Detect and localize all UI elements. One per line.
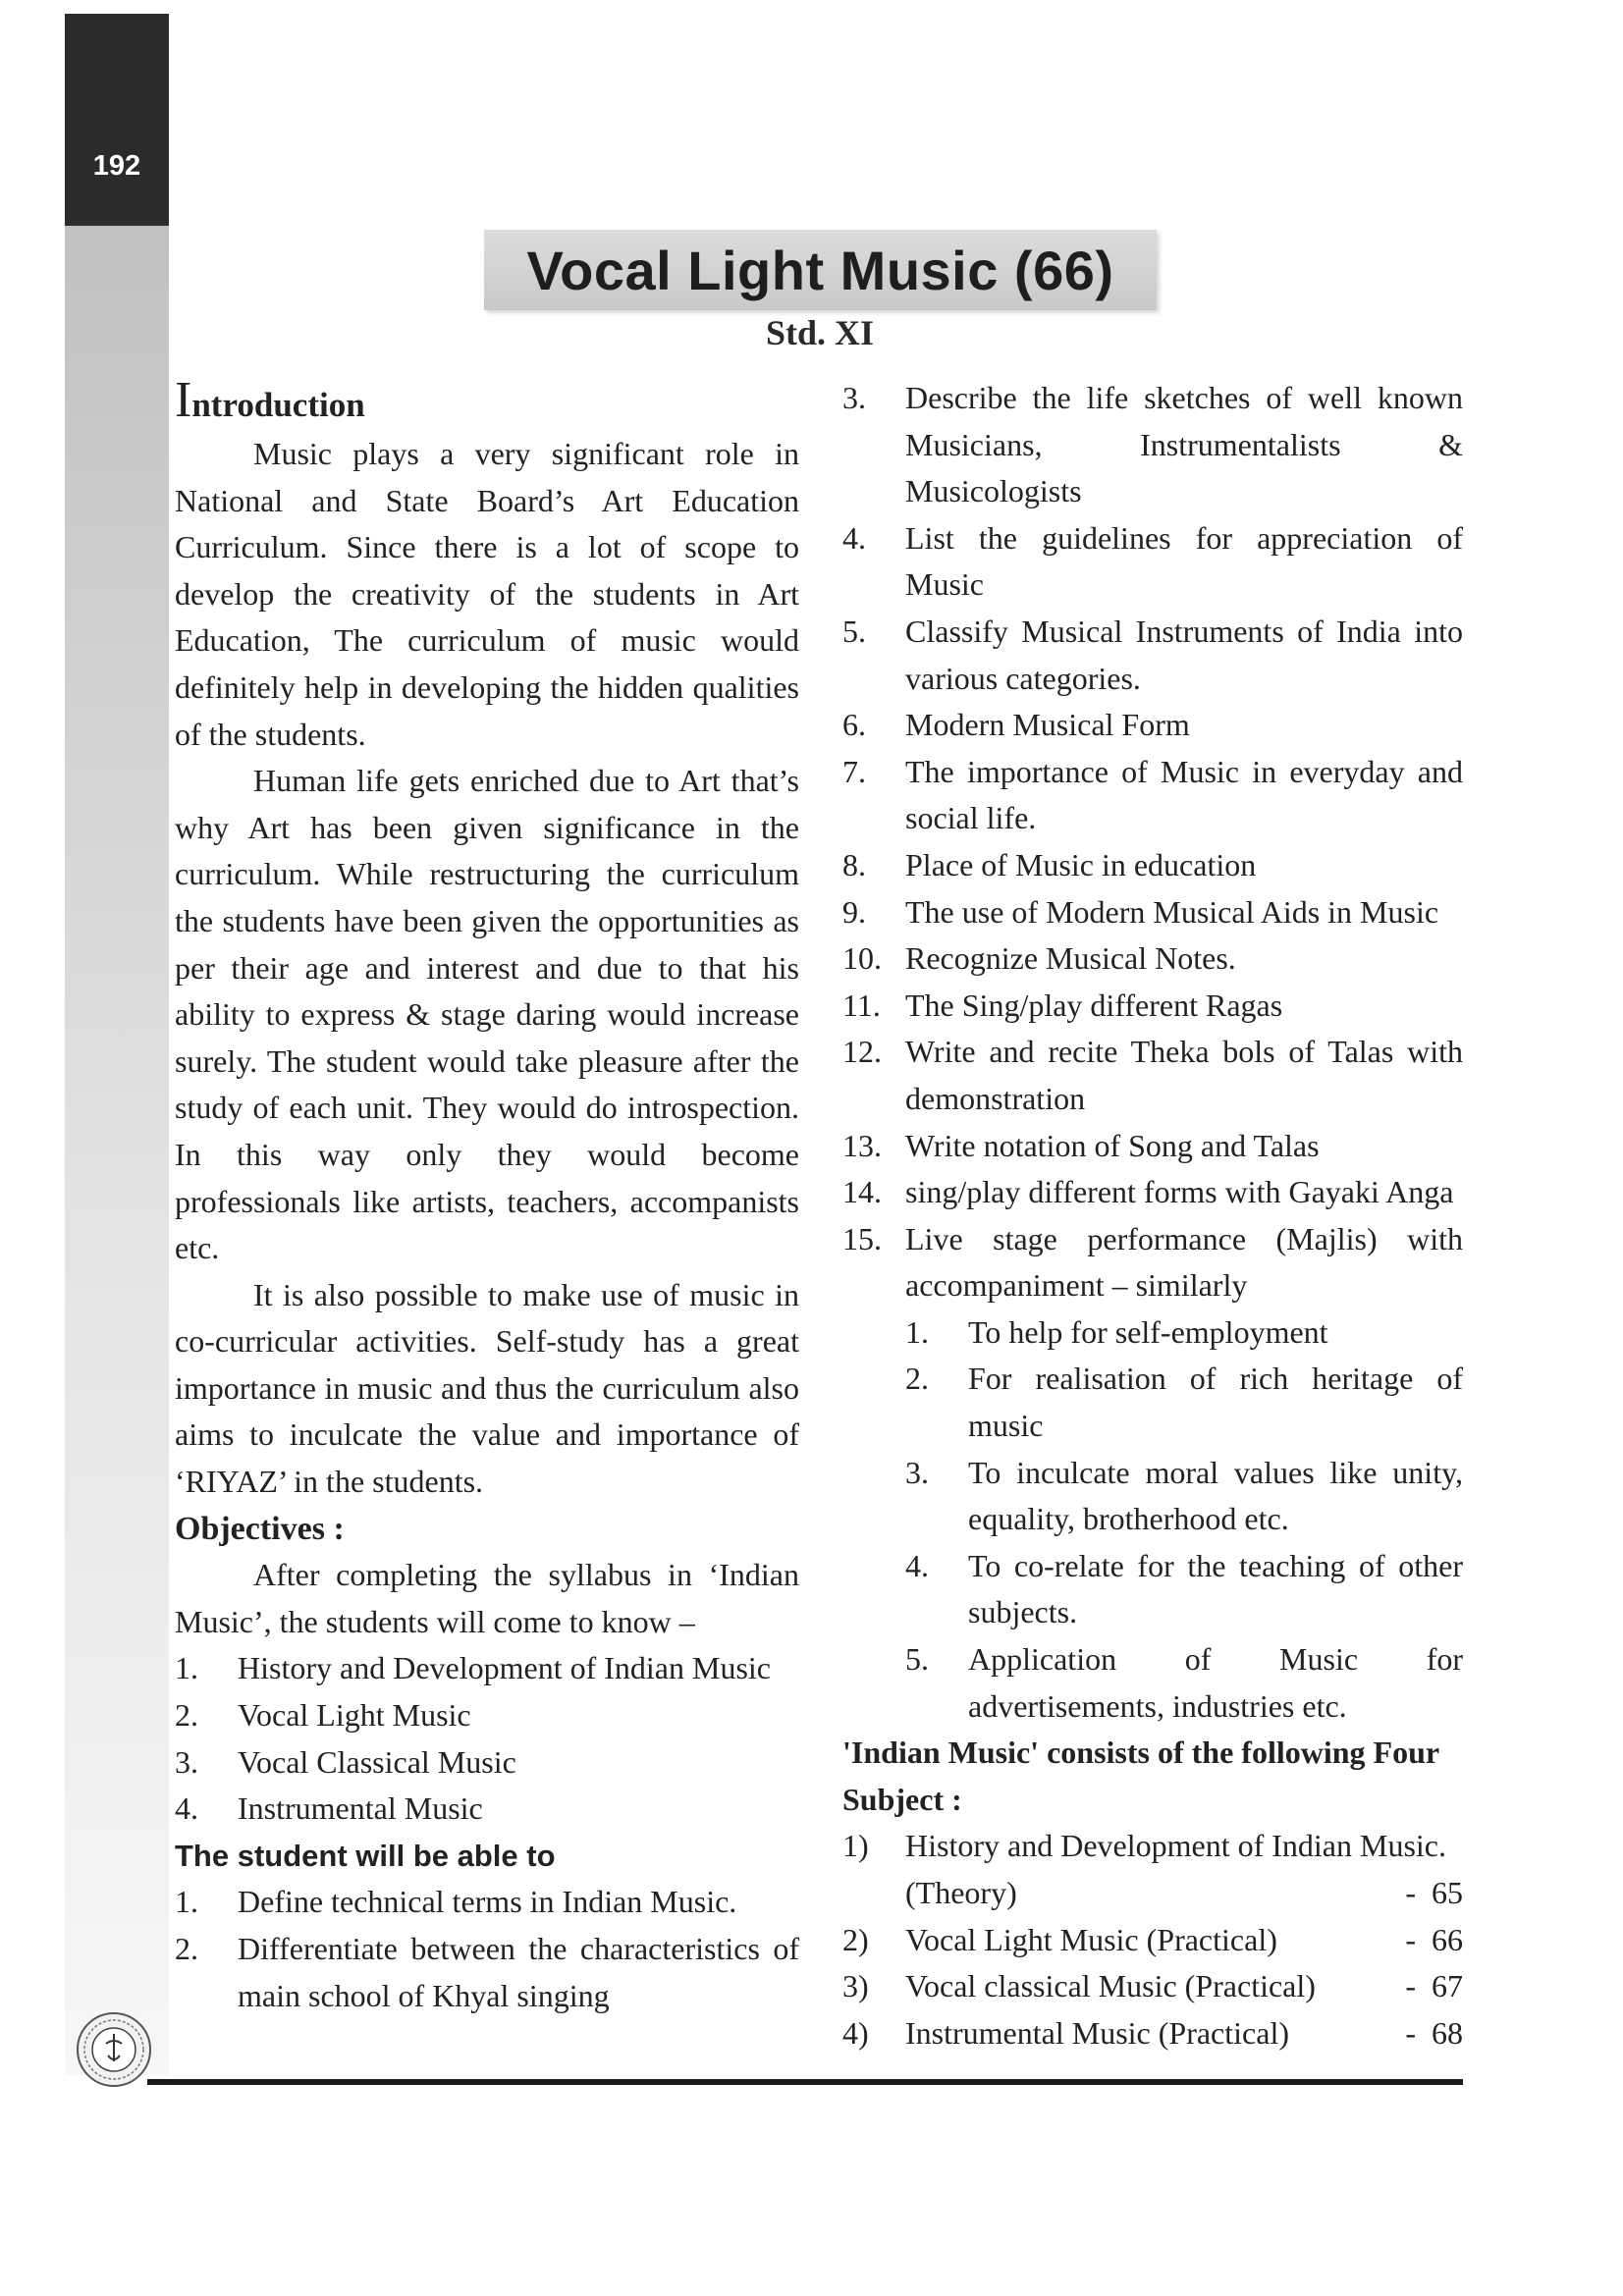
- list-item: 15. Live stage performance (Majlis) with accompaniment – similarly: [842, 1220, 1463, 1304]
- list-item: 1. Define technical terms in Indian Music.: [175, 1884, 737, 1920]
- able-heading: The student will be able to: [175, 1838, 556, 1873]
- list-item: 1) History and Development of Indian Music. (Theory) - 65: [842, 1828, 1463, 1910]
- objectives-heading: Objectives :: [175, 1510, 345, 1547]
- list-item: 5. Classify Musical Instruments of India into various categories.: [842, 613, 1463, 696]
- intro-heading: Introduction: [175, 372, 365, 428]
- list-item: 5. Application of Music for advertisements, industries etc.: [905, 1641, 1463, 1724]
- subjects-heading: 'Indian Music' consists of the following Four Subject :: [842, 1735, 1439, 1817]
- list-item: 1. To help for self-employment: [905, 1313, 1328, 1350]
- list-item: 14. sing/play different forms with Gayaki Anga: [842, 1174, 1454, 1210]
- page-number-tab: [65, 14, 169, 226]
- list-item: 11. The Sing/play different Ragas: [842, 987, 1283, 1023]
- list-item: 10. Recognize Musical Notes.: [842, 940, 1236, 977]
- objectives-list: [175, 1645, 799, 1832]
- sub-list: [905, 1309, 1463, 1730]
- list-item: 3. Vocal Classical Music: [175, 1743, 516, 1780]
- able-list-left: [175, 1879, 799, 2019]
- board-emblem-icon: [75, 2010, 153, 2089]
- list-item: 4. Instrumental Music: [175, 1790, 483, 1827]
- intro-paragraph-1: Music plays a very significant role in National and State Board’s Art Education Curriculum. Since there is a lot of scope to develop the creativity of the students in Art Education, The curriculum of music would definitely help in developing the hidden qualities of the students.: [175, 436, 799, 752]
- list-item: 9. The use of Modern Musical Aids in Music: [842, 893, 1439, 930]
- list-item: 1. History and Development of Indian Music: [175, 1650, 771, 1686]
- intro-paragraph-2: Human life gets enriched due to Art that’s why Art has been given significance in the curriculum. While restructuring the curriculum the students have been given the opportunities as per their age and interest and due to that his ability to express & stage daring would increase surely. The student would take pleasure after the study of each unit. They would do introspection. In this way only they would become professionals like artists, teachers, accompanists etc.: [175, 763, 799, 1266]
- list-item: 13. Write notation of Song and Talas: [842, 1127, 1320, 1163]
- title-box: [484, 230, 1157, 310]
- list-item: 7. The importance of Music in everyday and social life.: [842, 753, 1463, 836]
- list-item: 2) Vocal Light Music (Practical) - 66: [842, 1921, 1463, 1957]
- standard-label: Std. XI: [765, 313, 875, 352]
- list-item: 8. Place of Music in education: [842, 846, 1257, 882]
- list-item: 4. List the guidelines for appreciation of Music: [842, 519, 1463, 603]
- intro-paragraph-3: It is also possible to make use of music in co-curricular activities. Self-study has a great importance in music and thus the curriculum also aims to inculcate the value and importance of ‘RIYAZ’ in the students.: [175, 1276, 799, 1500]
- list-item: 2. Differentiate between the characteristics of main school of Khyal singing: [175, 1931, 799, 2013]
- list-item: 3. To inculcate moral values like unity, equality, brotherhood etc.: [905, 1454, 1463, 1537]
- subjects-list: [842, 1823, 1463, 2056]
- list-item: 2. Vocal Light Music: [175, 1697, 471, 1734]
- page-title: Vocal Light Music (66): [526, 239, 1114, 301]
- bottom-rule: [147, 2079, 1463, 2085]
- list-item: 4. To co-relate for the teaching of other subjects.: [905, 1547, 1463, 1630]
- right-column: [842, 375, 1463, 2056]
- margin-strip: [65, 14, 169, 2075]
- left-column: [175, 372, 799, 2019]
- list-item: 12. Write and recite Theka bols of Talas with demonstration: [842, 1034, 1463, 1116]
- objectives-intro: After completing the syllabus in ‘Indian Music’, the students will come to know –: [175, 1557, 799, 1639]
- list-item: 4) Instrumental Music (Practical) - 68: [842, 2014, 1463, 2051]
- page-number: 192: [92, 150, 141, 182]
- list-item: 3. Describe the life sketches of well known Musicians, Instrumentalists & Musicologists: [842, 380, 1463, 509]
- able-list-right: [842, 375, 1463, 1309]
- list-item: 2. For realisation of rich heritage of music: [905, 1361, 1463, 1444]
- list-item: 6. Modern Musical Form: [842, 707, 1190, 743]
- list-item: 3) Vocal classical Music (Practical) - 67: [842, 1968, 1463, 2004]
